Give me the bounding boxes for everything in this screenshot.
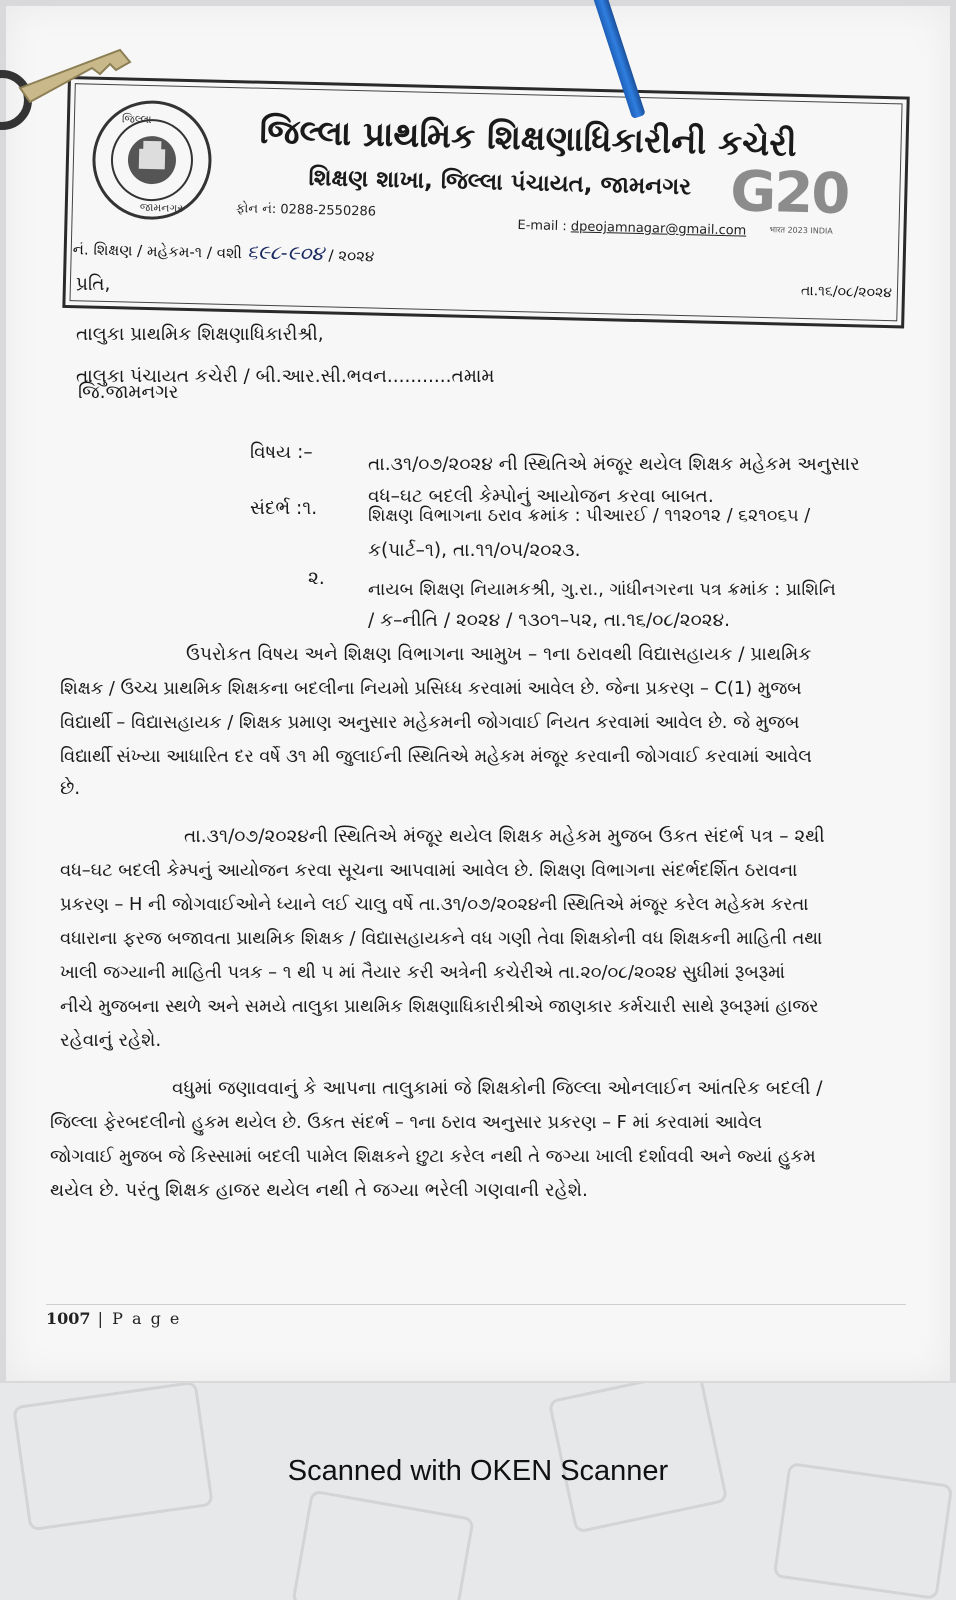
para3-line-3: જોગવાઈ મુજબ જે કિસ્સામાં બદલી પામેલ શિક્ષકને છુટા કરેલ નથી તે જગ્યા ખાલી દર્શાવવી અને જ્યાં હુકમ [50, 1146, 816, 1167]
addressee-line-1: પ્રતિ, [76, 274, 111, 295]
page-label: | P a g e [90, 1309, 182, 1328]
para1-line-2: શિક્ષક / ઉચ્ચ પ્રાથમિક શિક્ષકના બદલીના નિયમો પ્રસિધ્ધ કરવામાં આવેલ છે. જેના પ્રકરણ – C(1) મુજબ [60, 678, 802, 699]
subject-label: વિષય :– [250, 442, 313, 463]
para1-line-3: વિદ્યાર્થી – વિદ્યાસહાયક / શિક્ષક પ્રમાણ અનુસાર મહેકમની જોગવાઈ નિયત કરવામાં આવેલ છે. જે મુજબ [60, 712, 800, 733]
para2-line-5: ખાલી જગ્યાની માહિતી પત્રક – ૧ થી ૫ માં તૈયાર કરી અત્રેની કચેરીએ તા.૨૦/૦૮/૨૦૨૪ સુધીમાં રૂબરૂમાં [60, 962, 786, 983]
email-label: E-mail : [517, 218, 567, 235]
letterhead [62, 76, 909, 329]
svg-text:જિલ્લા: જિલ્લા [121, 112, 152, 127]
addressee-line-3: તાલુકા પંચાયત કચેરી / બી.આર.સી.ભવન...........તમામ [76, 366, 495, 387]
key-icon [0, 30, 150, 140]
letter-date: તા.૧૬/૦૮/૨૦૨૪ [800, 282, 893, 302]
page-number-value: 1007 [46, 1309, 91, 1328]
para1-line-5: છે. [60, 778, 81, 799]
scanner-watermark: Scanned with OKEN Scanner [287, 1455, 669, 1487]
ref-prefix: નં. શિક્ષણ / મહેકમ-૧ / વશી [72, 240, 243, 263]
ref-year: / ૨૦૨૪ [328, 246, 375, 266]
scanner-footer [0, 1383, 956, 1600]
addressee-line-4: જિ.જામનગર [78, 382, 179, 403]
para3-line-2: જિલ્લા ફેરબદલીનો હુકમ થયેલ છે. ઉકત સંદર્ભ – ૧ના ઠરાવ અનુસાર પ્રકરણ – F માં કરવામાં આવેલ [50, 1112, 762, 1133]
reference-1-line-1: શિક્ષણ વિભાગના ઠરાવ ક્રમાંક : પીઆરઈ / ૧૧૨૦૧૨ / ૬૨૧૦૬૫ / [368, 506, 811, 526]
subject-line-2: વધ–ઘટ બદલી કેમ્પોનું આયોજન કરવા બાબત. [368, 486, 714, 507]
g20-tagline: भारत 2023 INDIA [769, 225, 833, 236]
reference-label: સંદર્ભ :૧. [250, 498, 318, 519]
para1-line-4: વિદ્યાર્થી સંખ્યા આધારિત દર વર્ષે ૩૧ મી જુલાઈની સ્થિતિએ મહેકમ મંજૂર કરવાની જોગવાઈ કરવામાં આવેલ [60, 746, 812, 767]
para3-line-1: વધુમાં જણાવવાનું કે આપના તાલુકામાં જે શિક્ષકોની જિલ્લા ઓનલાઈન આંતરિક બદલી / [172, 1078, 823, 1099]
reference-2-label: ૨. [308, 568, 325, 589]
para3-line-4: થયેલ છે. પરંતુ શિક્ષક હાજર થયેલ નથી તે જગ્યા ભરેલી ગણવાની રહેશે. [50, 1180, 588, 1201]
office-subtitle: શિક્ષણ શાખા, જિલ્લા પંચાયત, જામનગર [308, 164, 692, 201]
para2-line-1: તા.૩૧/૦૭/૨૦૨૪ની સ્થિતિએ મંજૂર થયેલ શિક્ષક મહેકમ મુજબ ઉકત સંદર્ભ પત્ર – ૨થી [184, 826, 825, 847]
footer-divider [46, 1304, 906, 1305]
email-address: dpeojamnagar@gmail.com [570, 219, 747, 239]
svg-text:જામનગર: જામનગર [139, 200, 184, 215]
addressee-line-2: તાલુકા પ્રાથમિક શિક્ષણાધિકારીશ્રી, [76, 324, 324, 345]
letter-page [6, 6, 950, 1381]
reference-1-line-2: ક(પાર્ટ–૧), તા.૧૧/૦૫/૨૦૨૩. [368, 540, 581, 561]
subject-line-1: તા.૩૧/૦૭/૨૦૨૪ ની સ્થિતિએ મંજૂર થયેલ શિક્ષક મહેકમ અનુસાર [368, 454, 860, 475]
para2-line-2: વધ–ઘટ બદલી કેમ્પનું આયોજન કરવા સૂચના આપવામાં આવેલ છે. શિક્ષણ વિભાગના સંદર્ભદર્શિત ઠરાવના [60, 860, 798, 881]
para2-line-7: રહેવાનું રહેશે. [60, 1030, 162, 1051]
para2-line-4: વધારાના ફરજ બજાવતા પ્રાથમિક શિક્ષક / વિદ્યાસહાયકને વધ ગણી તેવા શિક્ષકોની વધ શિક્ષકની માહિતી તથા [60, 928, 823, 949]
reference-2-line-2: / ક–નીતિ / ૨૦૨૪ / ૧૩૦૧–૫૨, તા.૧૬/૦૮/૨૦૨૪. [368, 610, 730, 631]
g20-logo [729, 159, 850, 236]
phone-number: ફોન નં: 0288-2550286 [235, 201, 377, 220]
ref-handwritten: ૬૯૮-૯૦૪ [246, 239, 325, 266]
page-number [46, 1309, 181, 1328]
office-title: જિલ્લા પ્રાથમિક શિક્ષણાધિકારીની કચેરી [259, 111, 798, 165]
para2-line-6: નીચે મુજબના સ્થળે અને સમયે તાલુકા પ્રાથમિક શિક્ષણાધિકારીશ્રીએ જાણકાર કર્મચારી સાથે રૂબરૂમાં હાજર [60, 996, 819, 1017]
reference-2-line-1: નાયબ શિક્ષણ નિયામકશ્રી, ગુ.રા., ગાંધીનગરના પત્ર ક્રમાંક : પ્રાશિનિ [368, 580, 836, 600]
para2-line-3: પ્રકરણ – H ની જોગવાઈઓને ધ્યાને લઈ ચાલુ વર્ષે તા.૩૧/૦૭/૨૦૨૪ની સ્થિતિએ મંજૂર કરેલ મહેકમ કરતા [60, 894, 809, 915]
g20-logo-text: G20 [729, 159, 850, 228]
para1-line-1: ઉપરોકત વિષય અને શિક્ષણ વિભાગના આમુખ – ૧ના ઠરાવથી વિદ્યાસહાયક / પ્રાથમિક [186, 644, 812, 665]
